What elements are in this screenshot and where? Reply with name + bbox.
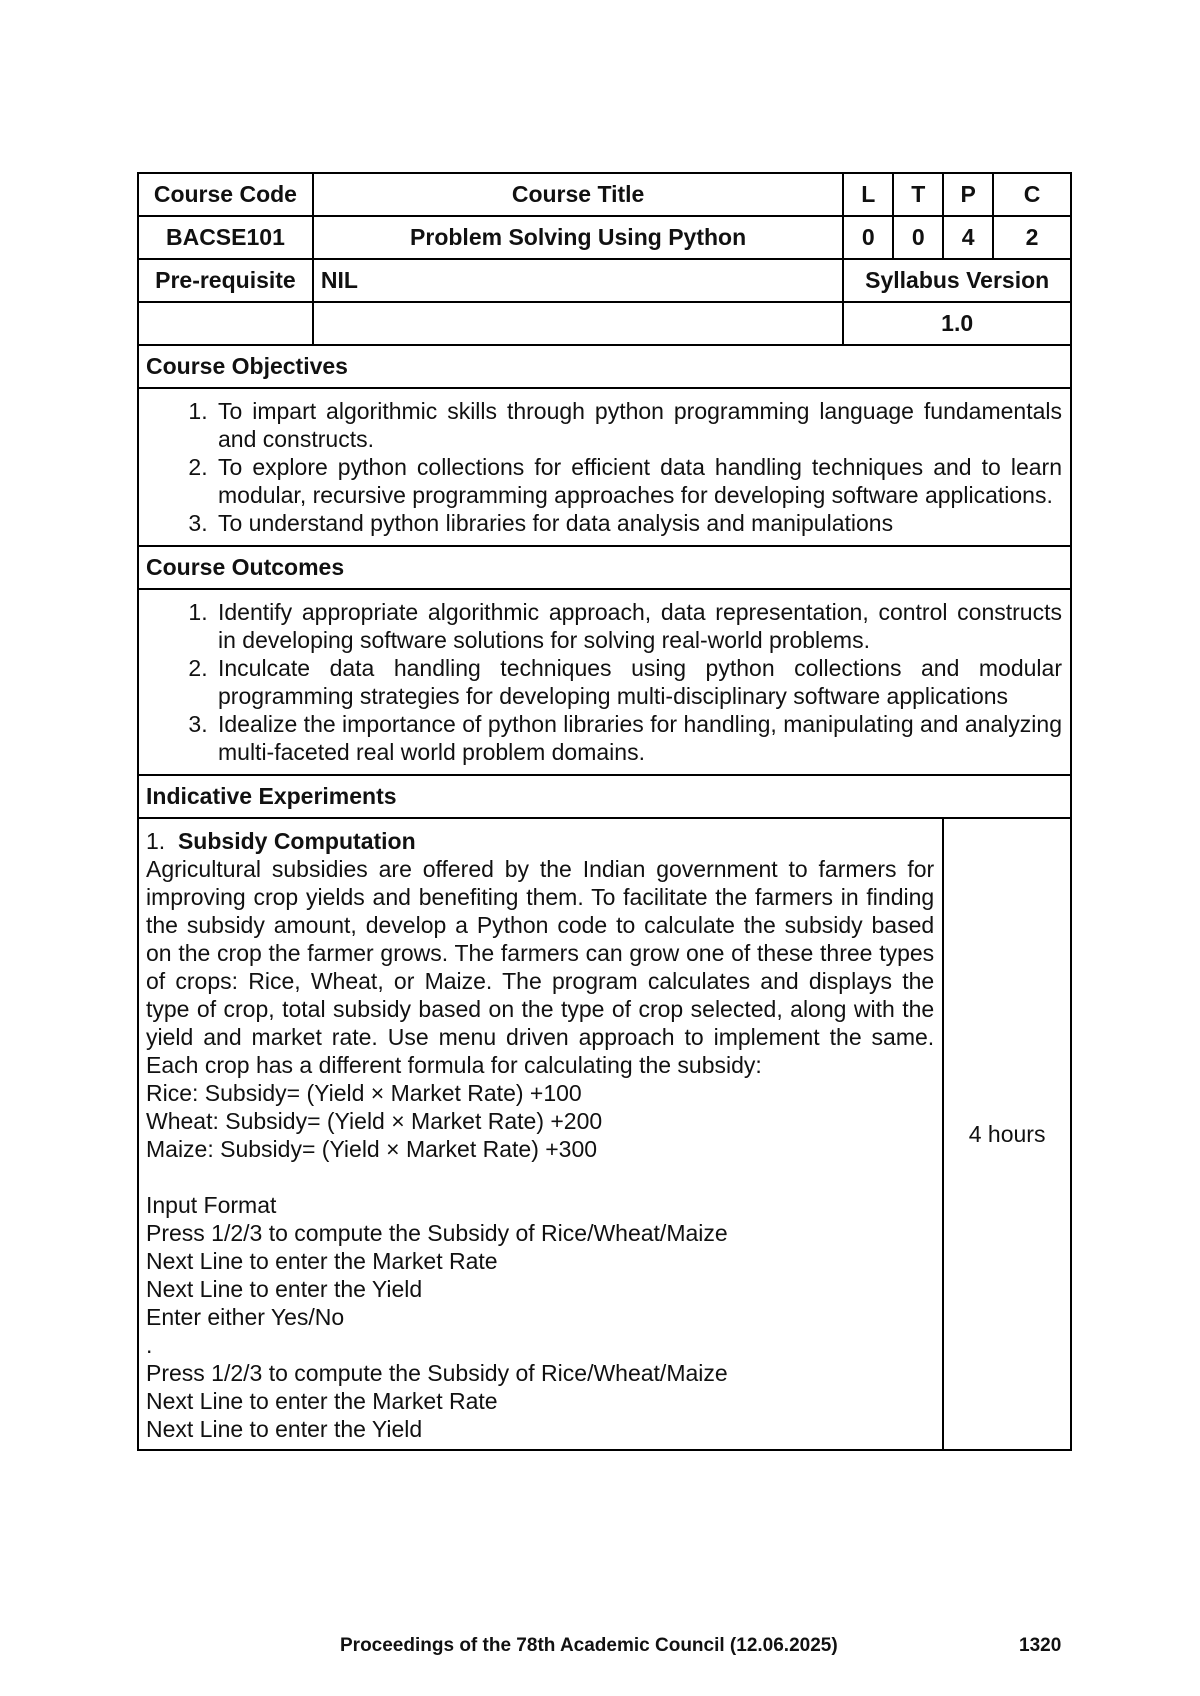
input-line: Next Line to enter the Market Rate [146,1388,498,1414]
objective-item: 2. To explore python collections for efficient data handling techniques and to learn modular, recursive programming approaches for developing software applications. [214,453,1062,509]
input-line: Next Line to enter the Yield [146,1416,423,1442]
objective-item: 1. To impart algorithmic skills through python programming language fundamentals and constructs. [214,397,1062,453]
experiment-description: Agricultural subsidies are offered by the Indian government to farmers for improving crop yields and benefiting them. To facilitate the farmers in finding the subsidy amount, develop a Python code to calculate the subsidy based on the crop the farmer grows. The farmers can grow one of these three types of crops: Rice, Wheat, or Maize. The program calculates and displays the type of crop, total subsidy based on the type of crop selected, along with the yield and market rate. Use menu driven approach to implement the same. Each crop has a different formula for calculating the subsidy: [146,856,935,1078]
formula-wheat: Wheat: Subsidy= (Yield × Market Rate) +200 [146,1108,603,1134]
outcomes-cell [138,589,1071,775]
l-value: 0 [843,216,893,259]
version-row [138,302,1071,345]
footer-proceedings: Proceedings of the 78th Academic Council (12.06.2025) [340,1635,838,1656]
p-label: P [943,173,993,216]
input-line: Press 1/2/3 to compute the Subsidy of Rice/Wheat/Maize [146,1220,728,1246]
formula-maize: Maize: Subsidy= (Yield × Market Rate) +300 [146,1136,598,1162]
outcome-item: 1. Identify appropriate algorithmic approach, data representation, control constructs in developing software solutions for solving real-world problems. [214,598,1062,654]
p-value: 4 [943,216,993,259]
experiments-heading-row [138,775,1071,818]
outcomes-list-row [138,589,1071,775]
input-line: Enter either Yes/No [146,1304,345,1330]
experiment-number: 1. [146,828,166,854]
objectives-heading-row [138,345,1071,388]
experiment-content [138,818,943,1450]
course-objectives-heading: Course Objectives [138,345,1071,388]
c-value: 2 [993,216,1071,259]
outcome-item: 2. Inculcate data handling techniques using python collections and modular programming strategies for developing multi-disciplinary software applications [214,654,1062,710]
course-outcomes-heading: Course Outcomes [138,546,1071,589]
formula-rice: Rice: Subsidy= (Yield × Market Rate) +100 [146,1080,582,1106]
outcomes-list [139,598,1062,766]
objectives-list-row [138,388,1071,546]
empty-cell [313,302,844,345]
indicative-experiments-heading: Indicative Experiments [138,775,1071,818]
header-labels-row [138,173,1071,216]
outcome-item: 3. Idealize the importance of python libraries for handling, manipulating and analyzing multi-faceted real world problem domains. [214,710,1062,766]
syllabus-table [137,172,1072,1451]
t-value: 0 [893,216,943,259]
dot-line: . [146,1332,153,1358]
t-label: T [893,173,943,216]
course-code-label: Course Code [138,173,313,216]
course-title-label: Course Title [313,173,844,216]
prerequisite-row [138,259,1071,302]
input-line: Next Line to enter the Market Rate [146,1248,498,1274]
objectives-list [139,397,1062,537]
prerequisite-label: Pre-requisite [138,259,313,302]
input-format-label: Input Format [146,1192,277,1218]
outcomes-heading-row [138,546,1071,589]
experiment-row [138,818,1071,1450]
syllabus-version-label: Syllabus Version [843,259,1071,302]
footer-page-number: 1320 [1019,1635,1062,1656]
course-code: BACSE101 [138,216,313,259]
blank-line [146,1163,934,1191]
course-title: Problem Solving Using Python [313,216,844,259]
prerequisite-value: NIL [313,259,844,302]
empty-cell [138,302,313,345]
experiment-title-line [146,827,934,855]
experiment-title: Subsidy Computation [177,828,416,854]
experiment-hours: 4 hours [943,818,1071,1450]
input-line: Press 1/2/3 to compute the Subsidy of Rice/Wheat/Maize [146,1360,728,1386]
syllabus-version-value: 1.0 [843,302,1071,345]
course-info-row [138,216,1071,259]
objective-item: 3. To understand python libraries for data analysis and manipulations [214,509,1062,537]
l-label: L [843,173,893,216]
objectives-cell [138,388,1071,546]
c-label: C [993,173,1071,216]
input-line: Next Line to enter the Yield [146,1276,423,1302]
